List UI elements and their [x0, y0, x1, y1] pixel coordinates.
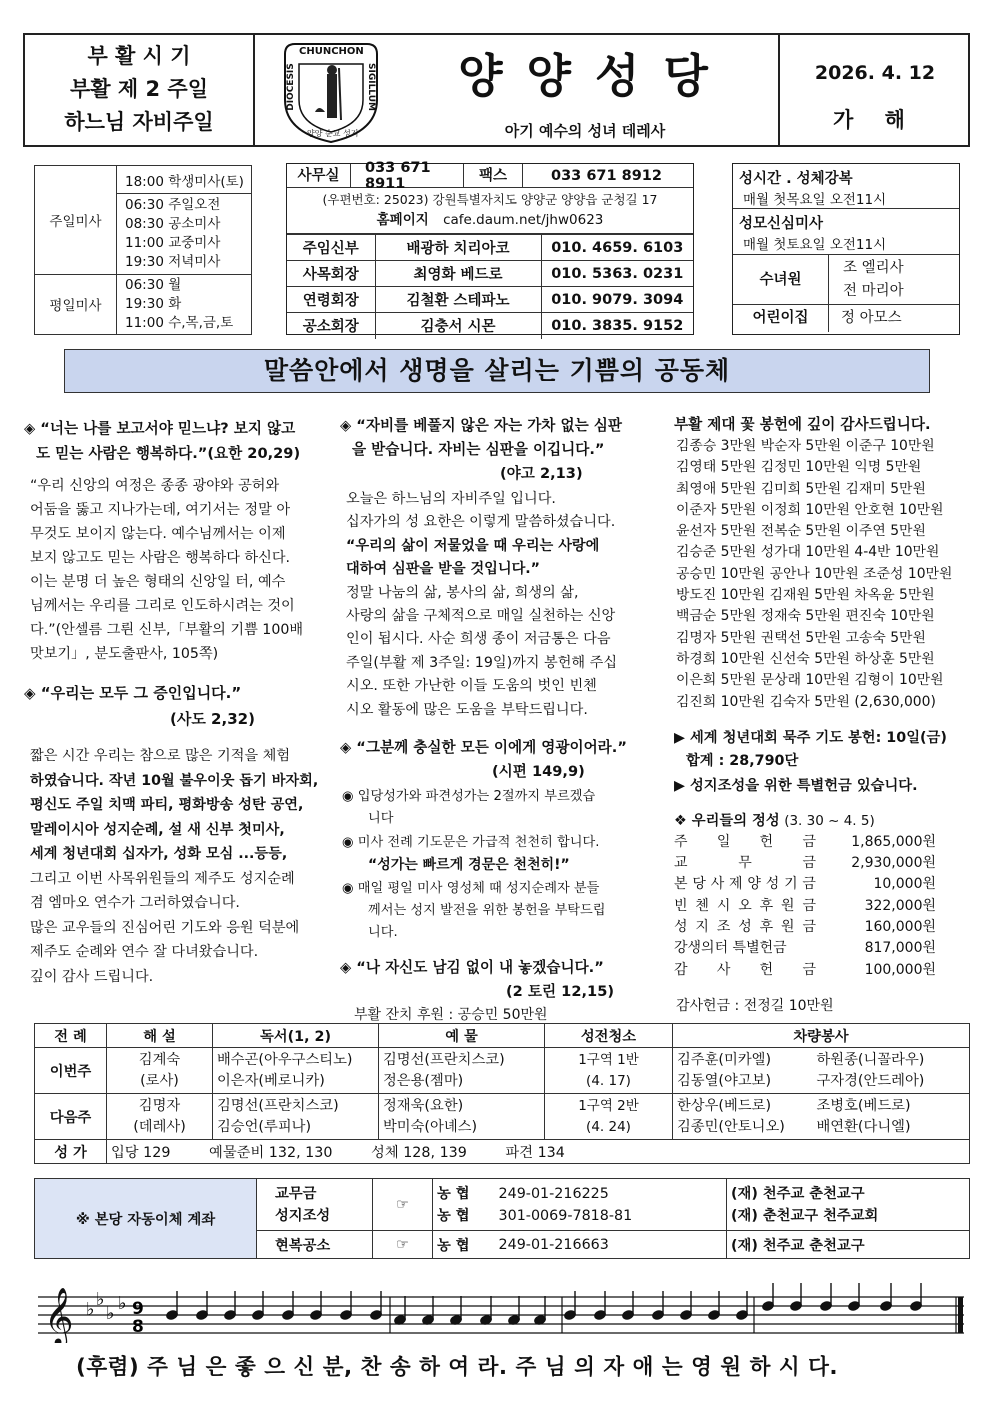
sunday-mass-label: 주일미사 — [49, 213, 102, 230]
thanks-offering: 감사헌금 : 전정길 10만원 — [676, 997, 834, 1014]
hymn-number: 성체 128, 139 — [371, 1144, 467, 1161]
body-text-line: 보지 않고도 믿는 사람은 행복하다 하신다. — [30, 550, 291, 566]
diocese-seal-logo — [277, 40, 385, 144]
body-text-line: 어둠을 뚫고 지나가는데, 여기서는 정말 아 — [30, 502, 291, 518]
staff-role: 연령회장 — [302, 293, 359, 309]
offering-row: 주 일 헌 금 1,865,000원 — [674, 833, 936, 850]
special-offering-notice: ▶ 성지조성을 위한 특별헌금 있습니다. — [674, 777, 918, 794]
donor-line: 최영애 5만원 김미희 5만원 김재미 5만원 — [676, 480, 926, 497]
body-text-line: 오늘은 하느님의 자비주일 입니다. — [346, 491, 556, 507]
staff-name: 배광하 치리아코 — [406, 241, 510, 257]
liturgical-season: 부 활 시 기 부활 제 2 주일 하느님 자비주일 — [64, 44, 214, 134]
notice-line: ◉ 매일 평일 미사 영성체 때 성지순례자 분들 — [342, 881, 600, 897]
youth-prayer-notice: ▶ 세계 청년대회 묵주 기도 봉헌: 10일(금) — [674, 729, 947, 746]
body-text-line: 정말 나눔의 삶, 봉사의 삶, 희생의 삶, — [346, 584, 579, 601]
scripture-quote: ◈ “나 자신도 남김 없이 내 놓겠습니다.” — [340, 959, 604, 977]
column-2 — [340, 414, 664, 1026]
staff-phone: 010. 3835. 9152 — [551, 317, 684, 334]
body-text-line: 겸 엠마오 연수가 그러하였습니다. — [30, 895, 240, 911]
body-text-line: 무것도 보이지 않는다. 예수님께서는 이제 — [30, 526, 286, 542]
body-text-line: “우리의 삶이 저물었을 때 우리는 사랑에 — [346, 537, 600, 554]
adoration-title: 성시간 . 성체강복 — [739, 171, 853, 187]
office-info-box — [286, 159, 694, 336]
body-text-line: 십자가의 성 요한은 이렇게 말씀하셨습니다. — [346, 514, 616, 531]
offering-row: 본 당 사 제 양 성 기 금 10,000원 — [674, 876, 936, 893]
staff-name: 김충서 시몬 — [420, 319, 496, 336]
seal-text-top: CHUNCHON — [299, 46, 364, 57]
body-text-line: 인이 됩시다. 사순 희생 종이 저금통은 다음 — [346, 631, 611, 648]
scripture-reference: (사도 2,32) — [170, 710, 255, 728]
body-text-line: 시오 활동에 많은 도움을 부탁드립니다. — [346, 701, 588, 718]
body-text-line: 하였습니다. 작년 10월 불우이웃 돕기 바자회, — [30, 772, 319, 789]
offering-row: 감 사 헌 금 100,000원 — [674, 961, 936, 978]
fax-number: 033 671 8912 — [551, 167, 662, 184]
donor-line: 김진희 10만원 김숙자 5만원 (2,630,000) — [676, 693, 936, 710]
feast-sponsor: 부활 잔치 후원 : 공승민 50만원 — [354, 1007, 548, 1024]
column-header: 예 물 — [445, 1028, 478, 1045]
account-number[interactable]: 301-0069-7818-81 — [498, 1207, 633, 1224]
body-text-line: 사랑의 삶을 구체적으로 매일 실천하는 신앙 — [346, 608, 616, 625]
offering-row: 교 무 금 2,930,000원 — [674, 855, 936, 872]
refrain-lyrics: (후렴) 주 님 은 좋 으 신 분, 찬 송 하 여 라. 주 님 의 자 애 는 영 원 하 시 다. — [76, 1355, 839, 1380]
body-text-line: 말레이시아 성지순례, 설 새 신부 첫미사, — [30, 821, 285, 838]
homepage-row: 홈페이지 cafe.daum.net/jhw0623 — [287, 210, 693, 234]
offering-title: ❖ 우리들의 정성 — [674, 812, 780, 829]
donor-line: 방도진 10만원 김재원 5만원 차옥윤 5만원 — [676, 587, 935, 604]
staff-role: 주임신부 — [302, 241, 359, 257]
body-text-line: 세계 청년대회 십자가, 성화 모심 ...등등, — [30, 846, 288, 862]
header-divider-1 — [253, 33, 255, 147]
hymn-number: 예물준비 132, 130 — [209, 1144, 333, 1161]
body-text-line: 다.”(안셀름 그륀 신부,「부활의 기쁨 100배 — [30, 622, 304, 638]
scripture-quote: 을 받습니다. 자비는 심판을 이깁니다.” — [352, 441, 605, 458]
body-text-line: 그리고 이번 사목위원들의 제주도 성지순례 — [30, 870, 295, 887]
donor-line: 김명자 5만원 권택선 5만원 고송숙 5만원 — [676, 629, 926, 646]
donor-line: 김종승 3만원 박순자 5만원 이준구 10만원 — [676, 438, 935, 454]
mass-time-item: 19:30 화 — [125, 295, 182, 312]
donor-line: 백금순 5만원 정재숙 5만원 편진숙 10만원 — [676, 608, 935, 625]
staff-phone: 010. 5363. 0231 — [551, 265, 684, 282]
devotions-info-box — [732, 163, 960, 335]
column-3 — [674, 414, 972, 1015]
body-text-line: 제주도 순례와 연수 잘 다녀왔습니다. — [30, 944, 259, 960]
year-cycle: 가 해 — [833, 108, 917, 132]
mary-mass-time: 매월 첫토요일 오전11시 — [743, 237, 887, 253]
column-header: 차량봉사 — [793, 1028, 849, 1045]
scripture-quote: ◈ “우리는 모두 그 증인입니다.” — [24, 684, 242, 702]
offering-row: 강생의터 특별헌금 817,000원 — [674, 940, 936, 957]
time-signature-top: 9 — [132, 1299, 144, 1319]
staff-name: 김철환 스테파노 — [406, 293, 510, 309]
donor-line: 김영태 5만원 김정민 10만원 익명 5만원 — [676, 459, 922, 476]
notice-line: 니다. — [368, 925, 398, 941]
body-text-line: 이는 분명 더 높은 형태의 신앙일 터, 예수 — [30, 574, 286, 590]
body-text-line: 주일(부활 제 3주일: 19일)까지 봉헌해 주십 — [346, 654, 618, 671]
mass-time-item: 08:30 공소미사 — [125, 215, 221, 232]
mass-time-item: 06:30 주일오전 — [125, 196, 221, 213]
notice-line: “성가는 빠르게 경문은 천천히!” — [368, 857, 570, 874]
scripture-quote: ◈ “자비를 베풀지 않은 자는 가차 없는 심판 — [340, 417, 622, 434]
weekday-mass-label: 평일미사 — [49, 298, 102, 315]
duty-roster-table — [34, 1023, 970, 1164]
svg-text:♭: ♭ — [118, 1293, 127, 1314]
notice-line: 께서는 성지 발전을 위한 봉헌을 부탁드립 — [368, 903, 606, 919]
body-text-line: 맛보기」, 분도출판사, 105쪽) — [30, 646, 219, 662]
staff-role: 사목회장 — [302, 267, 359, 283]
kindergarten-name: 정 아모스 — [841, 310, 902, 326]
staff-phone: 010. 9079. 3094 — [551, 291, 684, 308]
flower-thanks-title: 부활 제대 꽃 봉헌에 깊이 감사드립니다. — [674, 416, 931, 433]
donor-line: 윤선자 5만원 전복순 5만원 이주연 5만원 — [676, 523, 926, 540]
column-1 — [24, 416, 338, 989]
notice-line: ◉ 미사 전례 기도문은 가급적 천천히 합니다. — [342, 835, 600, 851]
table-row: 이번주 김계숙 (로사) 배수곤(아우구스티노) 이은자(베로니카) 김명선(프란치스코) 정은용(젬마) 1구역 1반 (4. 17) 김주훈(미카엘) 김동열(야고보) 하원종(니꼴라우) 구자경(안드레아) — [35, 1048, 970, 1094]
svg-text:♭: ♭ — [86, 1299, 95, 1320]
office-phone: 033 671 8911 — [365, 159, 431, 192]
mass-time-item: 11:00 교중미사 — [125, 234, 221, 251]
music-notation — [38, 1283, 966, 1343]
notice-line: 니다 — [368, 811, 394, 827]
bulletin-date: 2026. 4. 12 — [814, 62, 936, 84]
convent-name: 전 마리아 — [843, 283, 904, 299]
mass-time-item: 19:30 저녁미사 — [125, 253, 221, 270]
account-number[interactable]: 249-01-216225 — [498, 1185, 609, 1202]
gospel-quote: ◈ “너는 나를 보고서야 믿느냐? 보지 않고 — [24, 420, 296, 437]
pointer-icon: ☞ — [396, 1196, 409, 1213]
account-number[interactable]: 249-01-216663 — [498, 1236, 609, 1253]
mass-time-item: 11:00 수,목,금,토 — [125, 314, 234, 331]
mass-time-item: 18:00 학생미사(토) — [125, 173, 244, 190]
hymn-label: 성 가 — [54, 1144, 87, 1161]
office-address: (우편번호: 25023) 강원특별자치도 양양군 양양읍 군청길 17 — [322, 192, 658, 207]
notice-line: ◉ 입당성가와 파견성가는 2절까지 부르겠습 — [342, 789, 596, 805]
column-header: 독서(1, 2) — [260, 1028, 331, 1045]
bank-transfer-label: ※ 본당 자동이체 계좌 — [75, 1211, 216, 1228]
body-text-line: 많은 교우들의 진심어린 기도와 응원 덕분에 — [30, 919, 300, 936]
column-header: 해 설 — [143, 1028, 176, 1045]
scripture-quote: ◈ “그분께 충실한 모든 이에게 영광이어라.” — [340, 739, 627, 757]
hymn-number: 파견 134 — [505, 1144, 565, 1161]
time-signature-bottom: 8 — [132, 1317, 144, 1337]
seal-text-left: DIOCESIS — [285, 63, 296, 111]
column-header: 전 례 — [54, 1028, 87, 1045]
adoration-time: 매월 첫목요일 오전11시 — [743, 192, 887, 208]
svg-text:♭: ♭ — [96, 1289, 105, 1310]
bank-account-table: ※ 본당 자동이체 계좌 교무금 성지조성 ☞ 농 협 농 협 249-01-216225 301-0069-7818-81 (재) 천주교 춘천교구 (재) 춘천교구 천주교회 현복공소 ☞ 농 협 249-01-216663 (재) 천주교 춘천교구 — [34, 1178, 970, 1259]
donor-line: 이은희 5만원 문상래 10만원 김형이 10만원 — [676, 672, 944, 689]
scripture-reference: (2 토린 12,15) — [506, 983, 615, 1001]
office-label: 사무실 — [287, 164, 351, 188]
svg-text:♭: ♭ — [106, 1303, 115, 1324]
music-staff — [38, 1283, 966, 1343]
mass-time-item: 06:30 월 — [125, 276, 182, 293]
seal-text-bottom: 양양 순교 성지 — [307, 129, 359, 138]
body-text-line: 님께서는 우리를 그리로 인도하시려는 것이 — [30, 598, 295, 614]
kindergarten-label: 어린이집 — [733, 305, 829, 332]
mary-mass-title: 성모신심미사 — [739, 216, 824, 232]
homepage-link[interactable]: cafe.daum.net/jhw0623 — [443, 212, 604, 228]
motto-banner: 말씀안에서 생명을 살리는 기쁨의 공동체 — [64, 349, 930, 393]
donor-line: 공승민 10만원 공안나 10만원 조준성 10만원 — [676, 565, 953, 582]
pointer-icon: ☞ — [396, 1236, 409, 1253]
donor-line: 김승준 5만원 성가대 10만원 4-4반 10만원 — [676, 544, 940, 561]
body-text-line: 깊이 감사 드립니다. — [30, 968, 154, 985]
body-text-line: “우리 신앙의 여정은 종종 광야와 공허와 — [30, 478, 280, 494]
svg-text:𝄞: 𝄞 — [44, 1287, 74, 1343]
convent-name: 조 엘리사 — [843, 260, 904, 276]
body-text-line: 대하여 심판을 받을 것입니다.” — [346, 561, 540, 578]
staff-phone: 010. 4659. 6103 — [551, 239, 684, 256]
scripture-reference: (시편 149,9) — [492, 763, 585, 781]
offering-period: (3. 30 ~ 4. 5) — [784, 812, 875, 829]
youth-prayer-total: 합계 : 28,790단 — [686, 752, 799, 769]
table-row: 다음주 김명자 (데레사) 김명선(프란치스코) 김승언(루피나) 정재욱(요한) 박미숙(아녜스) 1구역 2반 (4. 24) 한상우(베드로) 김종민(안토니오) 조병호(베드로) 배연환(다니엘) — [35, 1094, 970, 1140]
mass-schedule-table — [34, 165, 252, 335]
body-text-line: 짧은 시간 우리는 참으로 많은 기적을 체험 — [30, 748, 291, 764]
offering-row: 성 지 조 성 후 원 금 160,000원 — [674, 919, 936, 936]
staff-name: 최영화 베드로 — [413, 267, 503, 283]
donor-line: 이준자 5만원 이정희 10만원 안호현 10만원 — [676, 501, 944, 518]
hymn-number: 입당 129 — [111, 1144, 171, 1161]
hymn-row — [35, 1140, 970, 1164]
fax-label: 팩스 — [463, 164, 523, 188]
offering-list — [674, 832, 972, 981]
donor-line: 하경희 10만원 신선숙 5만원 하상훈 5만원 — [676, 650, 935, 667]
column-header: 성전청소 — [580, 1028, 637, 1045]
church-name: 양 양 성 당 — [458, 49, 712, 103]
body-text-line: 시오. 또한 가난한 이들 도움의 벗인 빈첸 — [346, 678, 597, 695]
scripture-reference: (야고 2,13) — [500, 465, 583, 482]
convent-label: 수녀원 — [733, 255, 829, 304]
church-patron: 아기 예수의 성녀 데레사 — [504, 122, 666, 140]
gospel-quote: 도 믿는 사람은 행복하다.”(요한 20,29) — [36, 445, 301, 462]
body-text-line: 평신도 주일 치맥 파티, 평화방송 성탄 공연, — [30, 797, 304, 813]
seal-text-right: SIGILLUM — [365, 63, 376, 111]
offering-row: 빈 첸 시 오 후 원 금 322,000원 — [674, 897, 936, 914]
staff-role: 공소회장 — [302, 319, 359, 336]
